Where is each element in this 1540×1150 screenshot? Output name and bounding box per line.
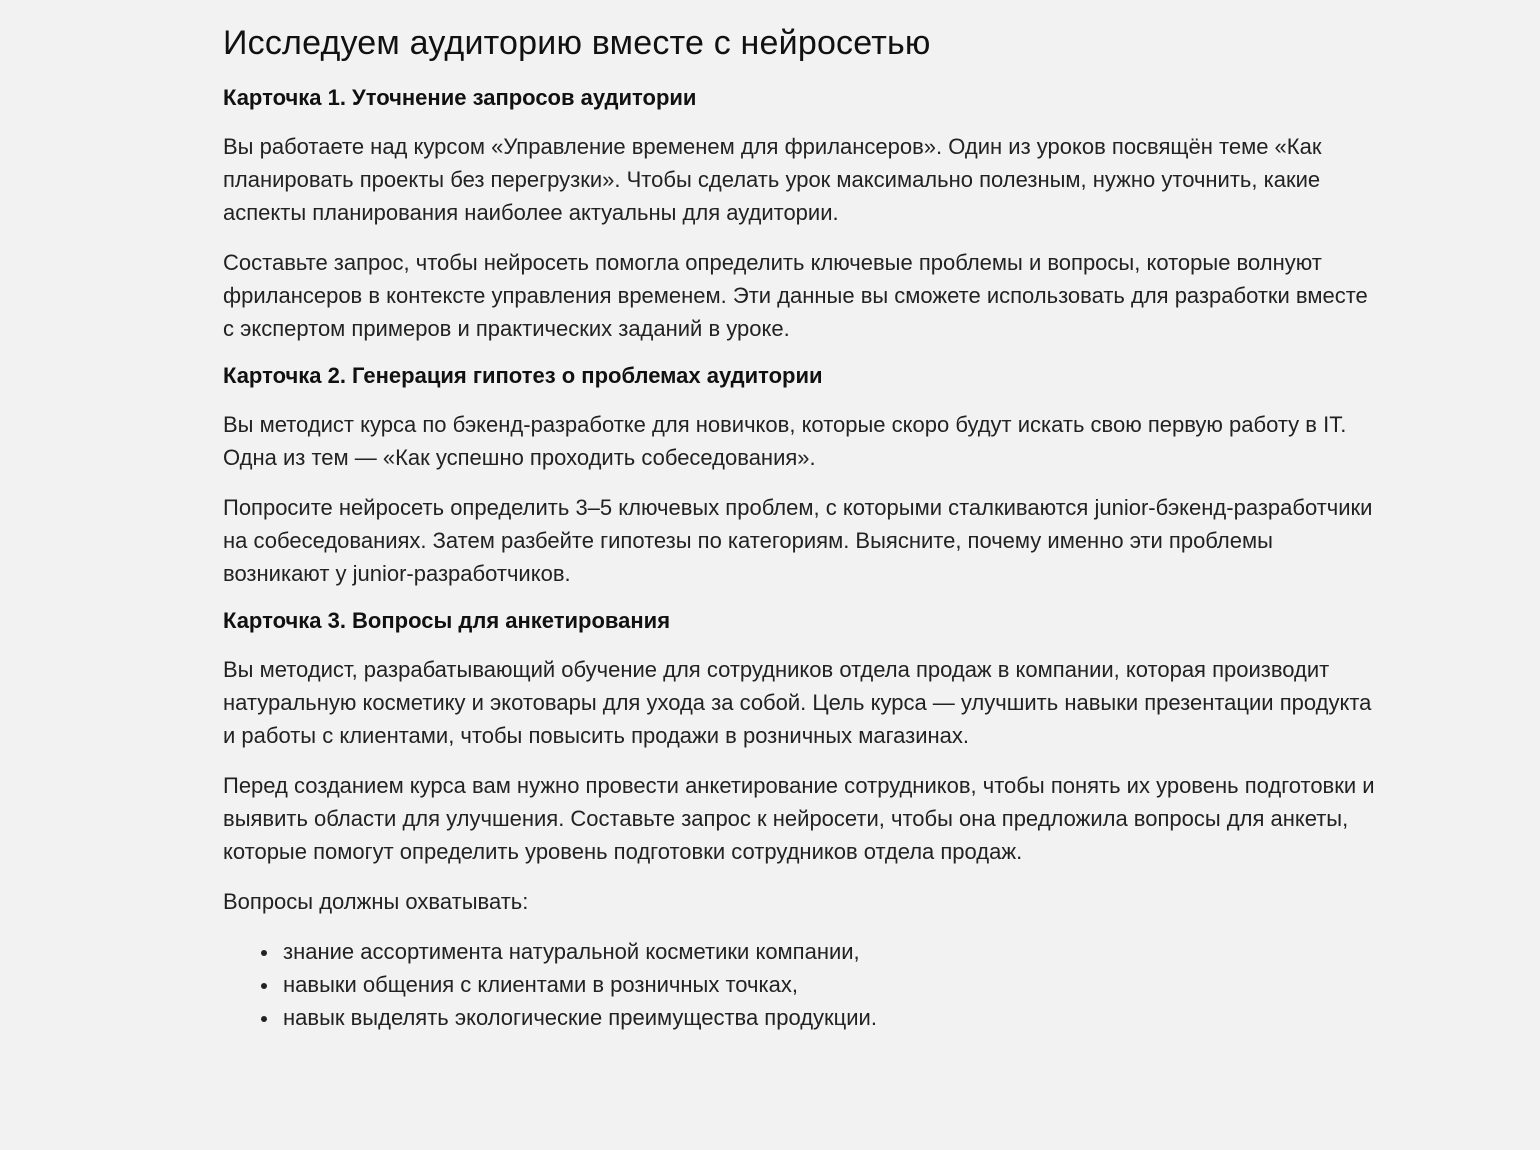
card-1-heading: Карточка 1. Уточнение запросов аудитории bbox=[223, 85, 697, 110]
card-1-paragraph-2: Составьте запрос, чтобы нейросеть помогла определить ключевые проблемы и вопросы, которые волнуют фрилансеров в контексте управления временем. Эти данные вы сможете использовать для разработки вместе с экспертом примеров и практических заданий в уроке. bbox=[223, 250, 1368, 341]
list-item: навыки общения с клиентами в розничных точках, bbox=[283, 968, 1383, 1001]
card-1-paragraph-1: Вы работаете над курсом «Управление временем для фрилансеров». Один из уроков посвящён теме «Как планировать проекты без перегрузки». Чтобы сделать урок максимально полезным, нужно уточнить, какие аспекты планирования наиболее актуальны для аудитории. bbox=[223, 134, 1322, 225]
card-2-paragraph-1: Вы методист курса по бэкенд-разработке для новичков, которые скоро будут искать свою первую работу в IT. Одна из тем — «Как успешно проходить собеседования». bbox=[223, 412, 1347, 470]
card-3-paragraph-2: Перед созданием курса вам нужно провести анкетирование сотрудников, чтобы понять их уровень подготовки и выявить области для улучшения. Составьте запрос к нейросети, чтобы она предложила вопросы для анкеты, которые помогут определить уровень подготовки сотрудников отдела продаж. bbox=[223, 773, 1375, 864]
card-2-paragraph-2: Попросите нейросеть определить 3–5 ключевых проблем, с которыми сталкиваются junior-бэкенд-разработчики на собеседованиях. Затем разбейте гипотезы по категориям. Выясните, почему именно эти проблемы возникают у junior-разработчиков. bbox=[223, 495, 1373, 586]
document-content bbox=[223, 22, 1383, 1034]
list-item: знание ассортимента натуральной косметики компании, bbox=[283, 935, 1383, 968]
card-3-bullet-list bbox=[223, 935, 1383, 1034]
card-3-paragraph-1: Вы методист, разрабатывающий обучение для сотрудников отдела продаж в компании, которая производит натуральную косметику и экотовары для ухода за собой. Цель курса — улучшить навыки презентации продукта и работы с клиентами, чтобы повысить продажи в розничных магазинах. bbox=[223, 657, 1372, 748]
card-2-heading: Карточка 2. Генерация гипотез о проблемах аудитории bbox=[223, 363, 823, 388]
list-item: навык выделять экологические преимущества продукции. bbox=[283, 1001, 1383, 1034]
card-3-list-intro: Вопросы должны охватывать: bbox=[223, 889, 529, 914]
card-3-heading: Карточка 3. Вопросы для анкетирования bbox=[223, 608, 671, 633]
page-title: Исследуем аудиторию вместе с нейросетью bbox=[223, 24, 931, 62]
